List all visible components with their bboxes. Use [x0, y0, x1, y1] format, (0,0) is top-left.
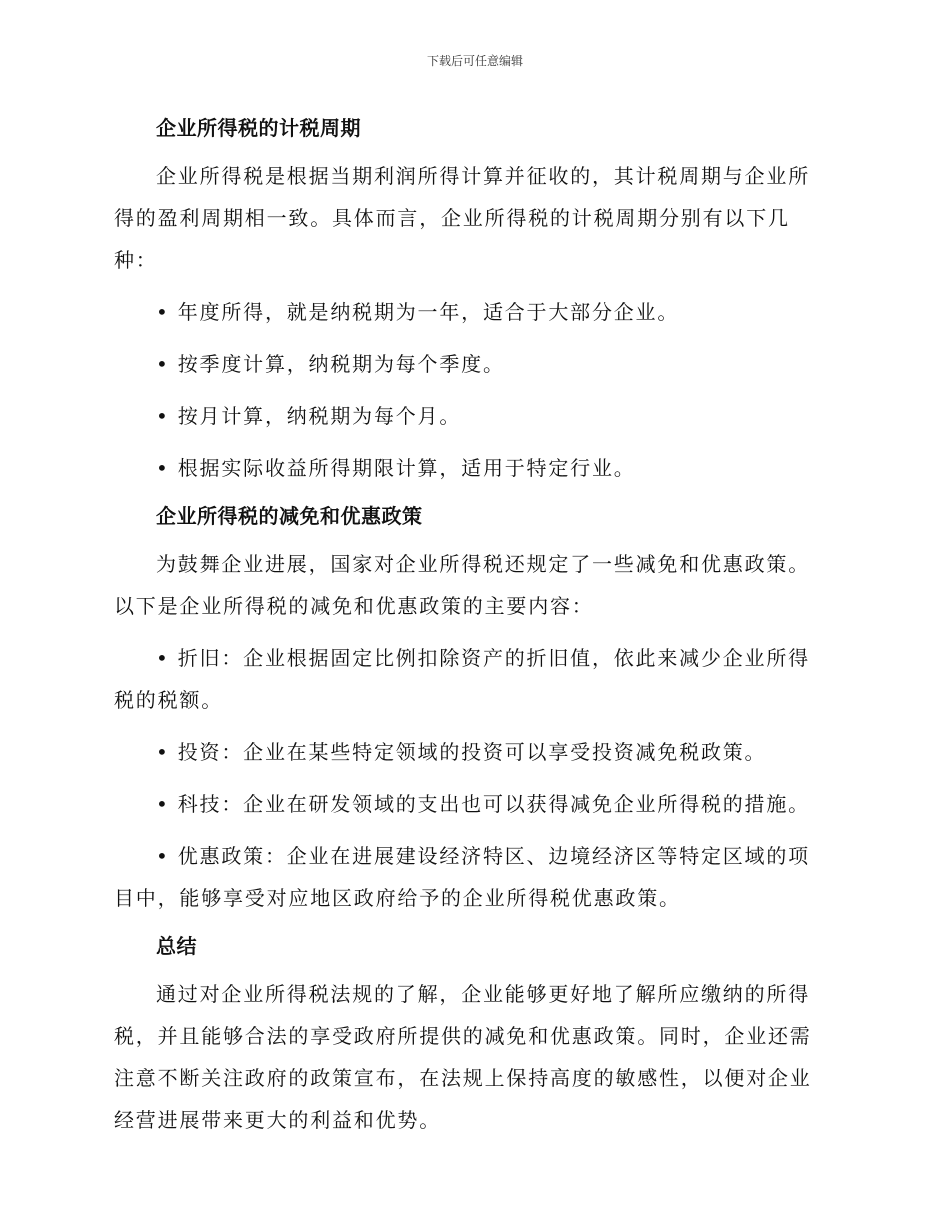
list-item: • 折旧：企业根据固定比例扣除资产的折旧值，依此来减少企业所得税的税额。: [114, 646, 810, 712]
list-item: • 根据实际收益所得期限计算，适用于特定行业。: [156, 456, 636, 480]
summary-paragraph: 通过对企业所得税法规的了解，企业能够更好地了解所应缴纳的所得税，并且能够合法的享受政府所提供的减免和优惠政策。同时，企业还需注意不断关注政府的政策宣布，在法规上保持高度的敏感性，以便对企业经营进展带来更大的利益和优势。: [114, 982, 812, 1132]
section-title-summary: 总结: [156, 934, 197, 958]
list-item: • 年度所得，就是纳税期为一年，适合于大部分企业。: [156, 300, 680, 324]
list-item: • 优惠政策：企业在进展建设经济特区、边境经济区等特定区域的项目中，能够享受对应地区政府给予的企业所得税优惠政策。: [114, 844, 810, 910]
list-item: • 投资：企业在某些特定领域的投资可以享受投资减免税政策。: [156, 740, 767, 764]
section-title-tax-period: 企业所得税的计税周期: [156, 116, 361, 140]
section-title-relief-policy: 企业所得税的减免和优惠政策: [156, 504, 423, 528]
list-item: • 按月计算，纳税期为每个月。: [156, 404, 462, 428]
section-intro-tax-period: 企业所得税是根据当期利润所得计算并征收的，其计税周期与企业所得的盈利周期相一致。具体而言，企业所得税的计税周期分别有以下几种：: [114, 164, 810, 272]
list-item: • 科技：企业在研发领域的支出也可以获得减免企业所得税的措施。: [156, 792, 810, 816]
document-body: [114, 111, 830, 1141]
list-item: • 按季度计算，纳税期为每个季度。: [156, 352, 505, 376]
page-header-note: 下载后可任意编辑: [426, 54, 523, 68]
section-intro-relief-policy: 为鼓舞企业进展，国家对企业所得税还规定了一些减免和优惠政策。以下是企业所得税的减免和优惠政策的主要内容：: [114, 552, 810, 618]
